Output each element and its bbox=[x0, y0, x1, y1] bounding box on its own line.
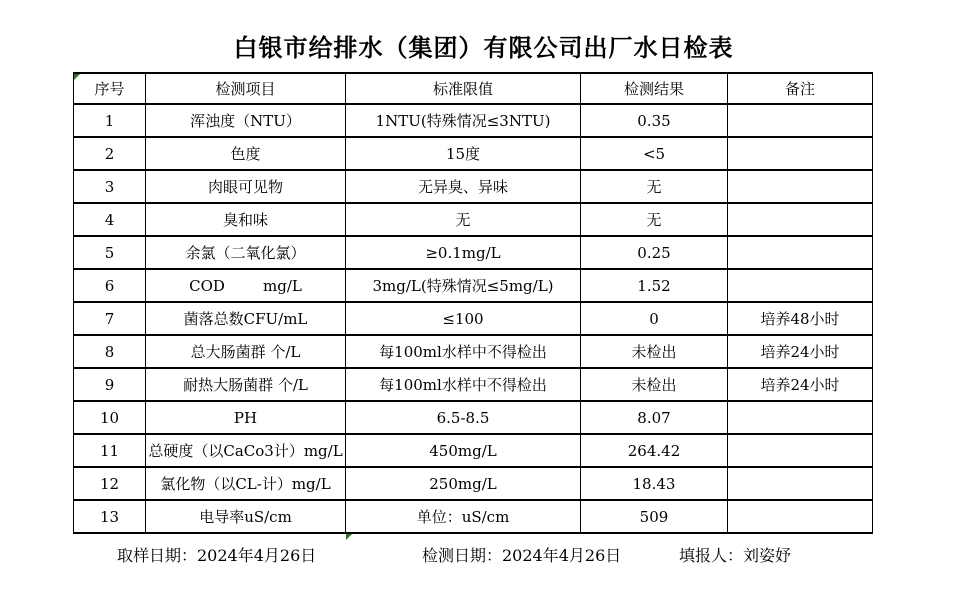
table-row bbox=[74, 335, 873, 368]
cell-note bbox=[728, 236, 873, 269]
cell-limit: 6.5-8.5 bbox=[346, 401, 581, 434]
header-test-item: 检测项目 bbox=[146, 73, 346, 104]
cell-note bbox=[728, 203, 873, 236]
cell-note bbox=[728, 467, 873, 500]
cell-limit: 无 bbox=[346, 203, 581, 236]
cell-limit: 3mg/L(特殊情况≤5mg/L) bbox=[346, 269, 581, 302]
cell-item: 浑浊度（NTU） bbox=[146, 104, 346, 137]
cell-limit: 450mg/L bbox=[346, 434, 581, 467]
cell-note bbox=[728, 500, 873, 533]
table-row bbox=[74, 401, 873, 434]
cell-serial: 11 bbox=[74, 434, 146, 467]
cell-serial: 10 bbox=[74, 401, 146, 434]
cell-serial: 5 bbox=[74, 236, 146, 269]
cell-limit: ≥0.1mg/L bbox=[346, 236, 581, 269]
cell-result: 8.07 bbox=[581, 401, 728, 434]
cell-result: 264.42 bbox=[581, 434, 728, 467]
table-row bbox=[74, 236, 873, 269]
cell-item: COD mg/L bbox=[146, 269, 346, 302]
cell-serial: 12 bbox=[74, 467, 146, 500]
cell-note bbox=[728, 104, 873, 137]
cell-note: 培养24小时 bbox=[728, 335, 873, 368]
table-row bbox=[74, 467, 873, 500]
sampling-date-label: 取样日期：2024年4月26日 bbox=[117, 546, 317, 565]
cell-result: 0.35 bbox=[581, 104, 728, 137]
cell-serial: 6 bbox=[74, 269, 146, 302]
cell-result: 未检出 bbox=[581, 368, 728, 401]
cell-note bbox=[728, 434, 873, 467]
cell-item: 色度 bbox=[146, 137, 346, 170]
cell-result: 未检出 bbox=[581, 335, 728, 368]
table-row bbox=[74, 269, 873, 302]
cell-note: 培养24小时 bbox=[728, 368, 873, 401]
cell-item: 总硬度（以CaCo3计）mg/L bbox=[146, 434, 346, 467]
cell-item: 耐热大肠菌群 个/L bbox=[146, 368, 346, 401]
cell-limit: 每100ml水样中不得检出 bbox=[346, 368, 581, 401]
cell-limit: ≤100 bbox=[346, 302, 581, 335]
footer bbox=[0, 543, 967, 567]
cell-note bbox=[728, 269, 873, 302]
table-row bbox=[74, 170, 873, 203]
cell-item: 臭和味 bbox=[146, 203, 346, 236]
cell-result: 0.25 bbox=[581, 236, 728, 269]
cell-item: PH bbox=[146, 401, 346, 434]
page-title: 白银市给排水（集团）有限公司出厂水日检表 bbox=[233, 33, 734, 62]
cell-limit: 单位：uS/cm bbox=[346, 500, 581, 533]
cell-serial: 9 bbox=[74, 368, 146, 401]
header-standard-limit: 标准限值 bbox=[346, 73, 581, 104]
header-test-result: 检测结果 bbox=[581, 73, 728, 104]
cell-serial: 4 bbox=[74, 203, 146, 236]
cell-note bbox=[728, 170, 873, 203]
table-row bbox=[74, 302, 873, 335]
inspection-table bbox=[73, 72, 873, 534]
cell-note: 培养48小时 bbox=[728, 302, 873, 335]
cell-note bbox=[728, 137, 873, 170]
cell-limit: 15度 bbox=[346, 137, 581, 170]
cell-item: 总大肠菌群 个/L bbox=[146, 335, 346, 368]
cell-serial: 1 bbox=[74, 104, 146, 137]
table-row bbox=[74, 500, 873, 533]
cell-limit: 每100ml水样中不得检出 bbox=[346, 335, 581, 368]
cell-item: 余氯（二氧化氯） bbox=[146, 236, 346, 269]
header-serial-number: 序号 bbox=[74, 73, 146, 104]
cell-result: 无 bbox=[581, 203, 728, 236]
cell-result: 509 bbox=[581, 500, 728, 533]
table-row bbox=[74, 137, 873, 170]
cell-serial: 13 bbox=[74, 500, 146, 533]
cell-limit: 无异臭、异味 bbox=[346, 170, 581, 203]
table-row bbox=[74, 368, 873, 401]
table-row bbox=[74, 434, 873, 467]
cell-item: 菌落总数CFU/mL bbox=[146, 302, 346, 335]
cell-result: 0 bbox=[581, 302, 728, 335]
cell-serial: 7 bbox=[74, 302, 146, 335]
cell-result: <5 bbox=[581, 137, 728, 170]
cell-result: 18.43 bbox=[581, 467, 728, 500]
cell-serial: 3 bbox=[74, 170, 146, 203]
cell-serial: 2 bbox=[74, 137, 146, 170]
cell-serial: 8 bbox=[74, 335, 146, 368]
header-remarks: 备注 bbox=[728, 73, 873, 104]
table-row bbox=[74, 203, 873, 236]
cell-limit: 1NTU(特殊情况≤3NTU) bbox=[346, 104, 581, 137]
table-row bbox=[74, 104, 873, 137]
reporter-label: 填报人：刘姿妤 bbox=[679, 546, 792, 565]
cell-item: 电导率uS/cm bbox=[146, 500, 346, 533]
cell-result: 1.52 bbox=[581, 269, 728, 302]
cell-item: 氯化物（以CL-计）mg/L bbox=[146, 467, 346, 500]
table-header-row bbox=[74, 73, 873, 104]
cell-result: 无 bbox=[581, 170, 728, 203]
cell-error-marker-icon bbox=[346, 533, 353, 540]
cell-limit: 250mg/L bbox=[346, 467, 581, 500]
test-date-label: 检测日期：2024年4月26日 bbox=[422, 546, 622, 565]
cell-note bbox=[728, 401, 873, 434]
cell-item: 肉眼可见物 bbox=[146, 170, 346, 203]
